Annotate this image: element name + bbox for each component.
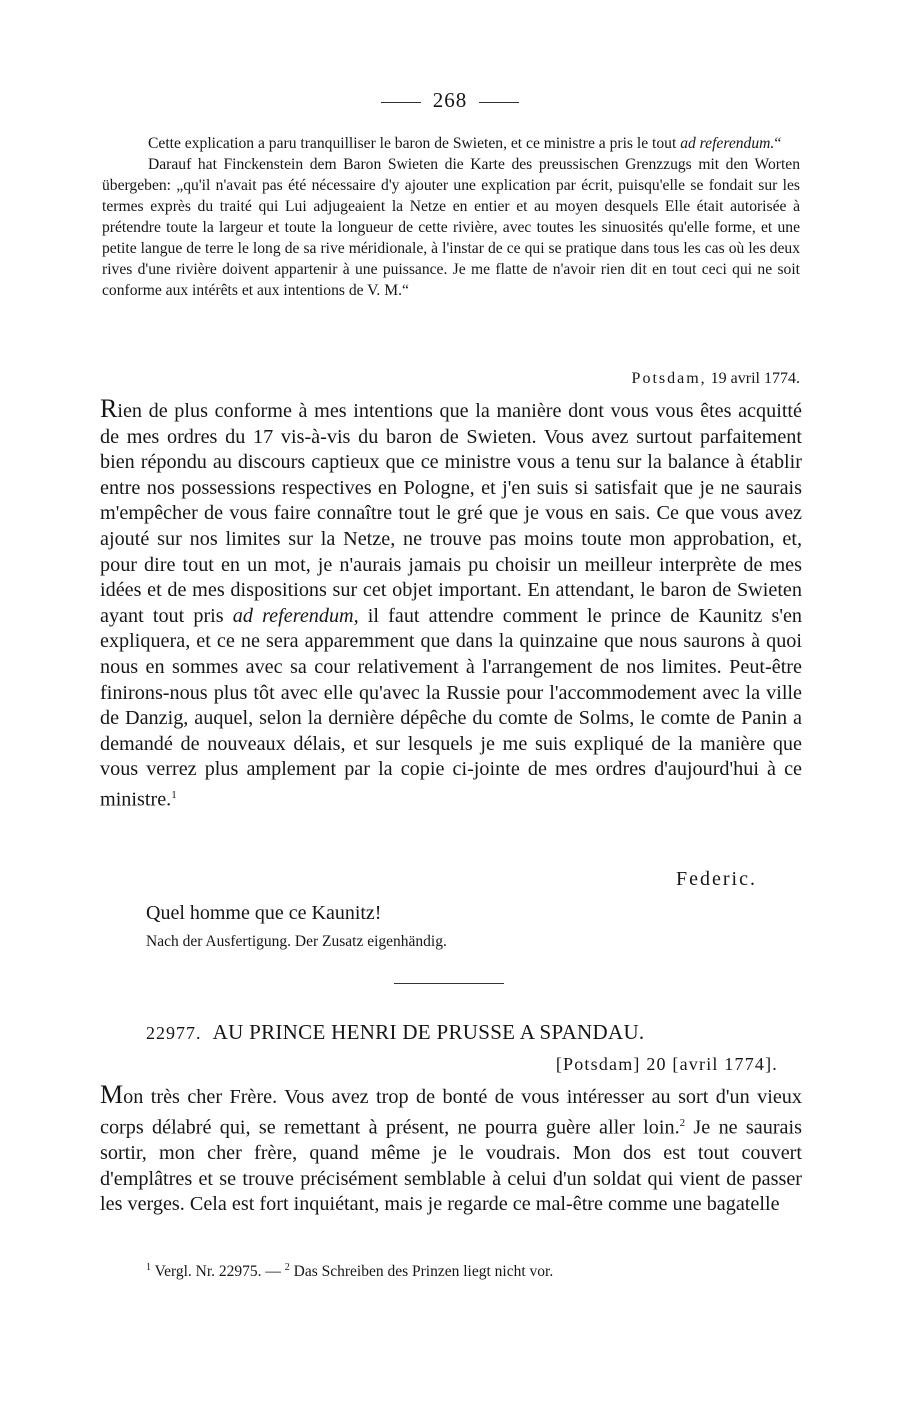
dateline-place: Potsdam, bbox=[631, 370, 707, 387]
letter-title: AU PRINCE HENRI DE PRUSSE A SPANDAU. bbox=[212, 1020, 645, 1044]
header-rule-right bbox=[479, 102, 519, 103]
intro-quote-mark: “ bbox=[774, 135, 782, 152]
letter1-body bbox=[100, 396, 802, 813]
page-header bbox=[0, 88, 900, 113]
section-separator bbox=[394, 983, 504, 984]
footnote-text-1: Vergl. Nr. 22975. — bbox=[151, 1263, 285, 1281]
footnote-ref-2: 2 bbox=[679, 1116, 686, 1129]
letter2-text-b: Je ne saurais sortir, mon cher frère, quand même je le voudrais. Mon dos est tout couvert d'emplâtres et se trouve précisément semblable à celui d'un soldat qui vient de passer les verges. Cela est fort inquiétant, mais je regarde ce mal-être comme une bagatelle bbox=[100, 1116, 802, 1216]
letter1-dateline bbox=[102, 368, 800, 389]
footnote-mark-1: 1 bbox=[146, 1262, 151, 1273]
intro-text: Cette explication a paru tranquilliser le baron de Swieten, et ce ministre a pris le tout bbox=[148, 135, 681, 152]
intro-paragraph-2: Darauf hat Finckenstein dem Baron Swieten die Karte des preussischen Grenzzugs mit den Worten übergeben: „qu'il n'avait pas été nécessaire d'y ajouter une explication par écrit, puisqu'elle se fondait sur les termes exprès du traité qui Lui adjugeaient la Netze en entier et au moyen desquels Elle était autorisée à prétendre toute la largeur et toute la longueur de cette rivière, avec toutes les sinuosités qu'elle forme, et une petite langue de terre le long de sa rive méridionale, à l'instar de ce qui se pratique dans tous les cas où les deux rives d'une rivière doivent appartenir à une puissance. Je me flatte de n'avoir rien dit en tout ceci qui ne soit conforme aux intérêts et aux intentions de V. M.“ bbox=[102, 156, 800, 299]
letter1-text-b: il faut attendre comment le prince de Kaunitz s'en expliquera, et ce ne sera apparemment que dans la quinzaine que nous saurons à quoi nous en sommes avec sa cour relativement à l'arrangement de nos limites. Peut-être finirons-nous plus tôt avec elle qu'avec la Russie pour l'accommodement avec la ville de Danzig, auquel, selon la dernière dépêche du comte de Solms, le comte de Panin a demandé de nouveaux délais, et sur lesquels je me suis expliqué de la manière que vous verrez plus amplement par la copie ci-jointe de mes ordres d'aujourd'hui à ce ministre. bbox=[100, 604, 803, 811]
postscript: Quel homme que ce Kaunitz! bbox=[146, 902, 382, 924]
dropcap: M bbox=[100, 1080, 124, 1109]
footnote-ref-1: 1 bbox=[171, 788, 177, 801]
source-note: Nach der Ausfertigung. Der Zusatz eigenhändig. bbox=[146, 933, 447, 950]
header-rule-left bbox=[381, 102, 421, 103]
intro-italic: ad referendum. bbox=[680, 135, 775, 152]
footnote-mark-2: 2 bbox=[284, 1262, 290, 1273]
letter1-paragraph bbox=[100, 396, 802, 813]
intro-paragraph-1 bbox=[102, 133, 800, 154]
letter2-dateline: [Potsdam] 20 [avril 1774]. bbox=[555, 1054, 778, 1074]
letter2-heading bbox=[146, 1020, 644, 1045]
dropcap: R bbox=[100, 394, 118, 423]
letter2-body bbox=[100, 1082, 802, 1218]
signature: Federic. bbox=[676, 868, 757, 890]
dateline-date: 19 avril 1774. bbox=[706, 370, 800, 387]
footnotes bbox=[146, 1262, 553, 1281]
letter1-text-a: ien de plus conforme à mes intentions que la manière dont vous vous êtes acquitté de mes ordres du 17 vis-à-vis du baron de Swieten. Vous avez surtout parfaitement bien répondu au discours captieux que ce ministre vous a tenu sur la balance à établir entre nos possessions respectives en Pologne, et j'en suis si satisfait que je ne saurais m'empêcher de vous faire connaître tout le gré que je vous en sais. Ce que vous avez ajouté sur nos limites sur la Netze, ne trouve pas moins toute mon approbation, et, pour dire tout en un mot, je n'aurais jamais pu choisir un meilleur interprète de mes idées et de mes dispositions sur cet objet important. En attendant, le baron de Swieten ayant tout pris bbox=[100, 400, 802, 627]
footnote-text-2: Das Schreiben des Prinzen liegt nicht vor. bbox=[289, 1263, 554, 1281]
page-number: 268 bbox=[432, 88, 468, 112]
letter-number: 22977. bbox=[146, 1023, 202, 1043]
intro-block bbox=[102, 133, 800, 301]
letter1-italic: ad referendum, bbox=[232, 604, 359, 627]
letter2-text-a: on très cher Frère. Vous avez trop de bonté de vous intéresser au sort d'un vieux corps délabré qui, se remettant à présent, ne pourra guère aller loin. bbox=[100, 1086, 802, 1139]
letter2-paragraph bbox=[100, 1082, 802, 1218]
